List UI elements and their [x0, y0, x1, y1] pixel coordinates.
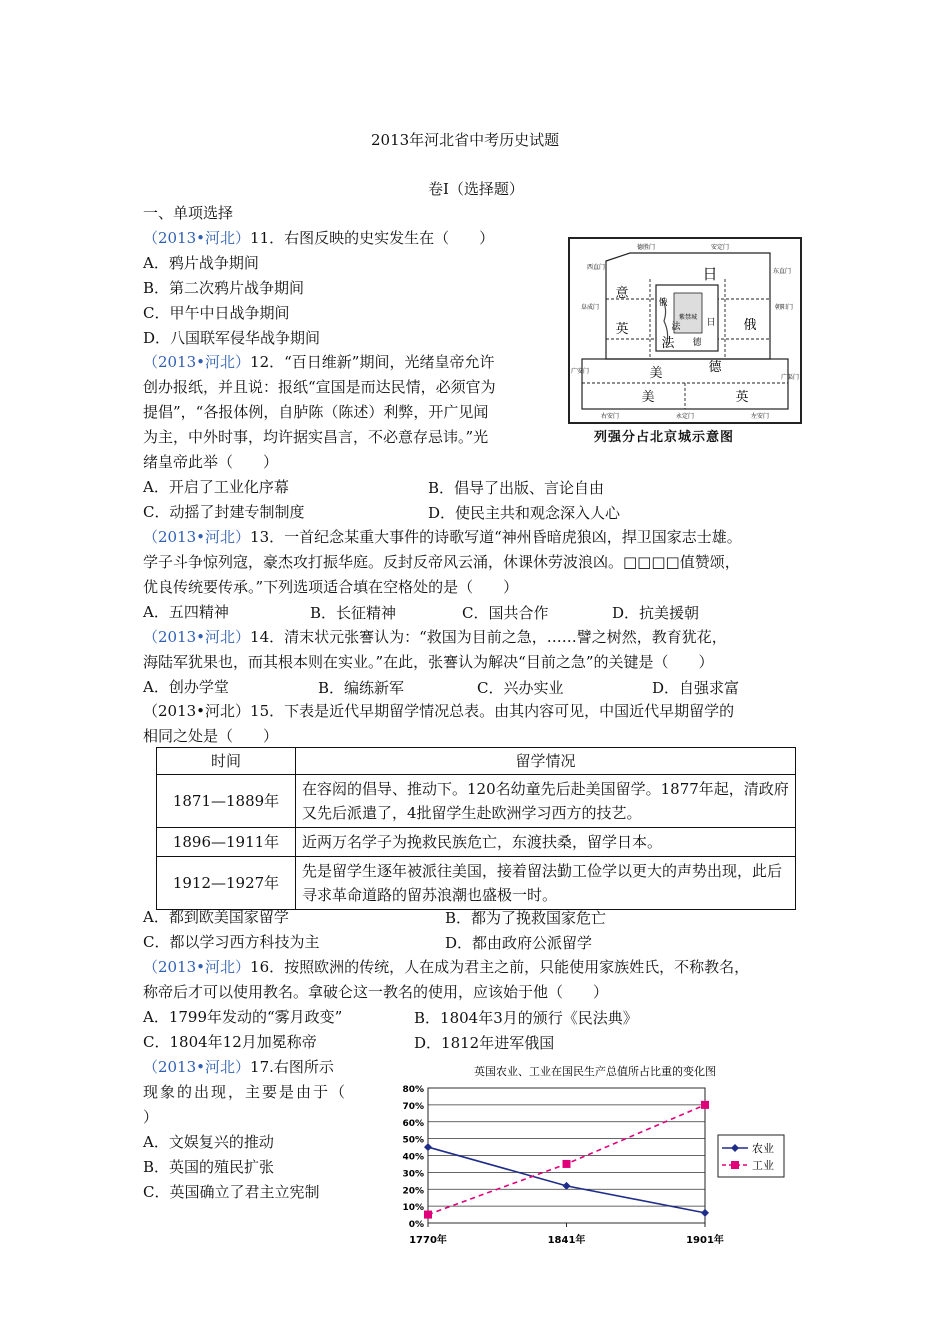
- map-region-label: 俄: [658, 298, 668, 308]
- x-tick-label: 1841年: [547, 1235, 586, 1246]
- data-point: [424, 1211, 432, 1219]
- option: C．都以学习西方科技为主: [143, 933, 320, 951]
- question-13-stem: [143, 527, 742, 547]
- map-palace-label: 紫禁城: [678, 314, 698, 321]
- question-text: 学子斗争惊列寇，豪杰攻打振华庭。反封反帝风云涌，休课休劳波浪凶。□□□□值赞颂，: [143, 553, 740, 571]
- option: B．编练新军: [318, 679, 405, 697]
- map-region-label: 美: [649, 366, 663, 381]
- y-tick-label: 10%: [402, 1203, 424, 1214]
- option: B．倡导了出版、言论自由: [428, 479, 605, 497]
- table-header: 时间: [157, 748, 296, 775]
- y-tick-label: 80%: [402, 1085, 424, 1095]
- table-header-row: [157, 748, 796, 775]
- question-text: 创办报纸，并且说：报纸“宣国是而达民情，必须官为: [143, 378, 496, 396]
- option: C．英国确立了君主立宪制: [143, 1183, 320, 1201]
- map-caption: 列强分占北京城示意图: [594, 430, 735, 445]
- map-gate-label: 广安门: [570, 368, 590, 375]
- option: A．鸦片战争期间: [143, 254, 259, 272]
- question-16-stem: [143, 957, 749, 977]
- table-cell-time: 1896—1911年: [157, 828, 296, 857]
- question-text: 现象的出现，主要是由于（: [143, 1083, 348, 1101]
- option: D．都由政府公派留学: [445, 934, 593, 952]
- question-text: 15．下表是近代早期留学情况总表。由其内容可见，中国近代早期留学的: [250, 702, 735, 720]
- x-tick-label: 1770年: [409, 1235, 447, 1246]
- britain-agri-industry-chart: [380, 1063, 810, 1253]
- question-text: ）: [143, 1108, 159, 1126]
- option: C．甲午中日战争期间: [143, 304, 290, 322]
- x-tick-label: 1901年: [686, 1235, 724, 1246]
- option: C．国共合作: [462, 604, 549, 622]
- question-15-stem: [143, 701, 734, 721]
- map-region-label: 英: [615, 322, 629, 337]
- question-source: （2013•河北）: [143, 1058, 251, 1076]
- y-tick-label: 0%: [408, 1220, 424, 1230]
- question-14-stem: [143, 627, 727, 647]
- map-region-label: 意: [615, 286, 629, 301]
- option: B．1804年3月的颁行《民法典》: [414, 1009, 638, 1027]
- question-text: 14．清末状元张謇认为：“救国为目前之急，……譬之树然，教育犹花，: [250, 628, 727, 646]
- question-text: 称帝后才可以使用教名。拿破仑这一教名的使用，应该始于他（ ）: [143, 983, 609, 1001]
- question-12-stem: [143, 352, 494, 372]
- map-gate-label: 广渠门: [780, 374, 800, 381]
- question-source: （2013•河北）: [143, 353, 251, 371]
- option: A．五四精神: [143, 603, 229, 621]
- part-title: 一、单项选择: [143, 204, 234, 222]
- option: D．1812年进军俄国: [414, 1034, 555, 1052]
- question-text: 绪皇帝此举（ ）: [143, 453, 279, 471]
- question-text: 13．一首纪念某重大事件的诗歌写道“神州昏暗虎狼凶，捍卫国家志士雄。: [250, 528, 742, 546]
- question-source: （2013•河北）: [143, 702, 251, 720]
- question-text: 优良传统要传承。”下列选项适合填在空格处的是（ ）: [143, 578, 519, 596]
- beijing-occupation-map: [568, 237, 802, 424]
- option: D．自强求富: [652, 679, 740, 697]
- question-text: 相同之处是（ ）: [143, 727, 279, 745]
- map-region-label: 德: [692, 338, 702, 348]
- map-gate-label: 永定门: [675, 413, 695, 420]
- map-gate-label: 东直门: [772, 268, 792, 275]
- map-gate-label: 安定门: [710, 244, 730, 251]
- option: A．创办学堂: [143, 678, 229, 696]
- map-gate-label: 阜成门: [580, 304, 600, 311]
- y-tick-label: 40%: [402, 1152, 424, 1163]
- study-abroad-table: [156, 747, 796, 910]
- question-17-stem: [143, 1057, 334, 1077]
- map-gate-label: 朝阳门: [774, 304, 794, 311]
- table-cell-desc: 先是留学生逐年被派往美国，接着留法勤工俭学以更大的声势出现，此后寻求革命道路的留苏浪潮也盛极一时。: [296, 857, 796, 910]
- table-cell-desc: 近两万名学子为挽救民族危亡，东渡扶桑，留学日本。: [296, 828, 796, 857]
- data-point: [701, 1101, 709, 1109]
- option: C．兴办实业: [477, 679, 564, 697]
- question-text: 11．右图反映的史实发生在（ ）: [250, 229, 495, 247]
- option: C．1804年12月加冕称帝: [143, 1033, 317, 1051]
- option: C．动摇了封建专制制度: [143, 503, 305, 521]
- y-tick-label: 60%: [402, 1118, 424, 1129]
- question-source: （2013•河北）: [143, 229, 251, 247]
- table-cell-time: 1912—1927年: [157, 857, 296, 910]
- page-title: 2013年河北省中考历史试题: [371, 131, 560, 149]
- map-region-label: 德: [708, 360, 722, 375]
- option: D．抗美援朝: [612, 604, 700, 622]
- option: B．长征精神: [310, 604, 397, 622]
- question-text: 17.右图所示: [250, 1058, 334, 1076]
- map-region-label: 日: [706, 318, 716, 328]
- map-gate-label: 德胜门: [636, 244, 656, 251]
- question-text: 16．按照欧洲的传统，人在成为君主之前，只能使用家族姓氏，不称教名，: [250, 958, 750, 976]
- map-gate-label: 右安门: [600, 413, 620, 420]
- map-gate-label: 西直门: [586, 264, 606, 271]
- section-title: 卷Ⅰ（选择题）: [428, 180, 524, 198]
- table-row: [157, 857, 796, 910]
- question-11-stem: [143, 228, 494, 248]
- legend-marker: [731, 1161, 739, 1169]
- option: B．第二次鸦片战争期间: [143, 279, 305, 297]
- legend-label: 农业: [752, 1142, 774, 1155]
- question-text: 为主，中外时事，均许据实昌言，不必意存忌讳。”光: [143, 428, 489, 446]
- table-cell-time: 1871—1889年: [157, 775, 296, 828]
- table-row: [157, 828, 796, 857]
- map-region-label: 法: [661, 336, 675, 351]
- option: A．开启了工业化序幕: [143, 478, 289, 496]
- option: A．文娱复兴的推动: [143, 1133, 274, 1151]
- option: D．使民主共和观念深入人心: [428, 504, 621, 522]
- map-region-label: 美: [641, 390, 655, 405]
- map-region-label: 英: [735, 390, 749, 405]
- y-tick-label: 30%: [402, 1169, 424, 1180]
- option: A．1799年发动的“雾月政变”: [143, 1008, 343, 1026]
- option: A．都到欧美国家留学: [143, 908, 289, 926]
- option: B．都为了挽救国家危亡: [445, 909, 607, 927]
- y-tick-label: 50%: [402, 1135, 424, 1146]
- question-text: 海陆军犹果也，而其根本则在实业。”在此，张謇认为解决“目前之急”的关键是（ ）: [143, 653, 714, 671]
- question-text: 12．“百日维新”期间，光绪皇帝允许: [250, 353, 495, 371]
- map-gate-label: 左安门: [750, 413, 770, 420]
- map-region-label: 法: [671, 322, 681, 332]
- option: D．八国联军侵华战争期间: [143, 329, 321, 347]
- legend-label: 工业: [752, 1159, 774, 1172]
- map-region-label: 日: [702, 265, 718, 283]
- table-header: 留学情况: [296, 748, 796, 775]
- y-tick-label: 70%: [402, 1101, 424, 1112]
- legend-box: [718, 1135, 784, 1177]
- option: B．英国的殖民扩张: [143, 1158, 275, 1176]
- table-row: [157, 775, 796, 828]
- chart-title: 英国农业、工业在国民生产总值所占比重的变化图: [474, 1065, 716, 1078]
- table-cell-desc: 在容闳的倡导、推动下。120名幼童先后赴美国留学。1877年起，清政府又先后派遣了，4批留学生赴欧洲学习西方的技艺。: [296, 775, 796, 828]
- question-text: 提倡”，“各报体例，自胪陈（陈述）利弊，开广见闻: [143, 403, 489, 421]
- data-point: [563, 1160, 571, 1168]
- y-tick-label: 20%: [402, 1186, 424, 1197]
- question-source: （2013•河北）: [143, 528, 251, 546]
- question-source: （2013•河北）: [143, 958, 251, 976]
- question-source: （2013•河北）: [143, 628, 251, 646]
- map-region-label: 俄: [743, 318, 757, 333]
